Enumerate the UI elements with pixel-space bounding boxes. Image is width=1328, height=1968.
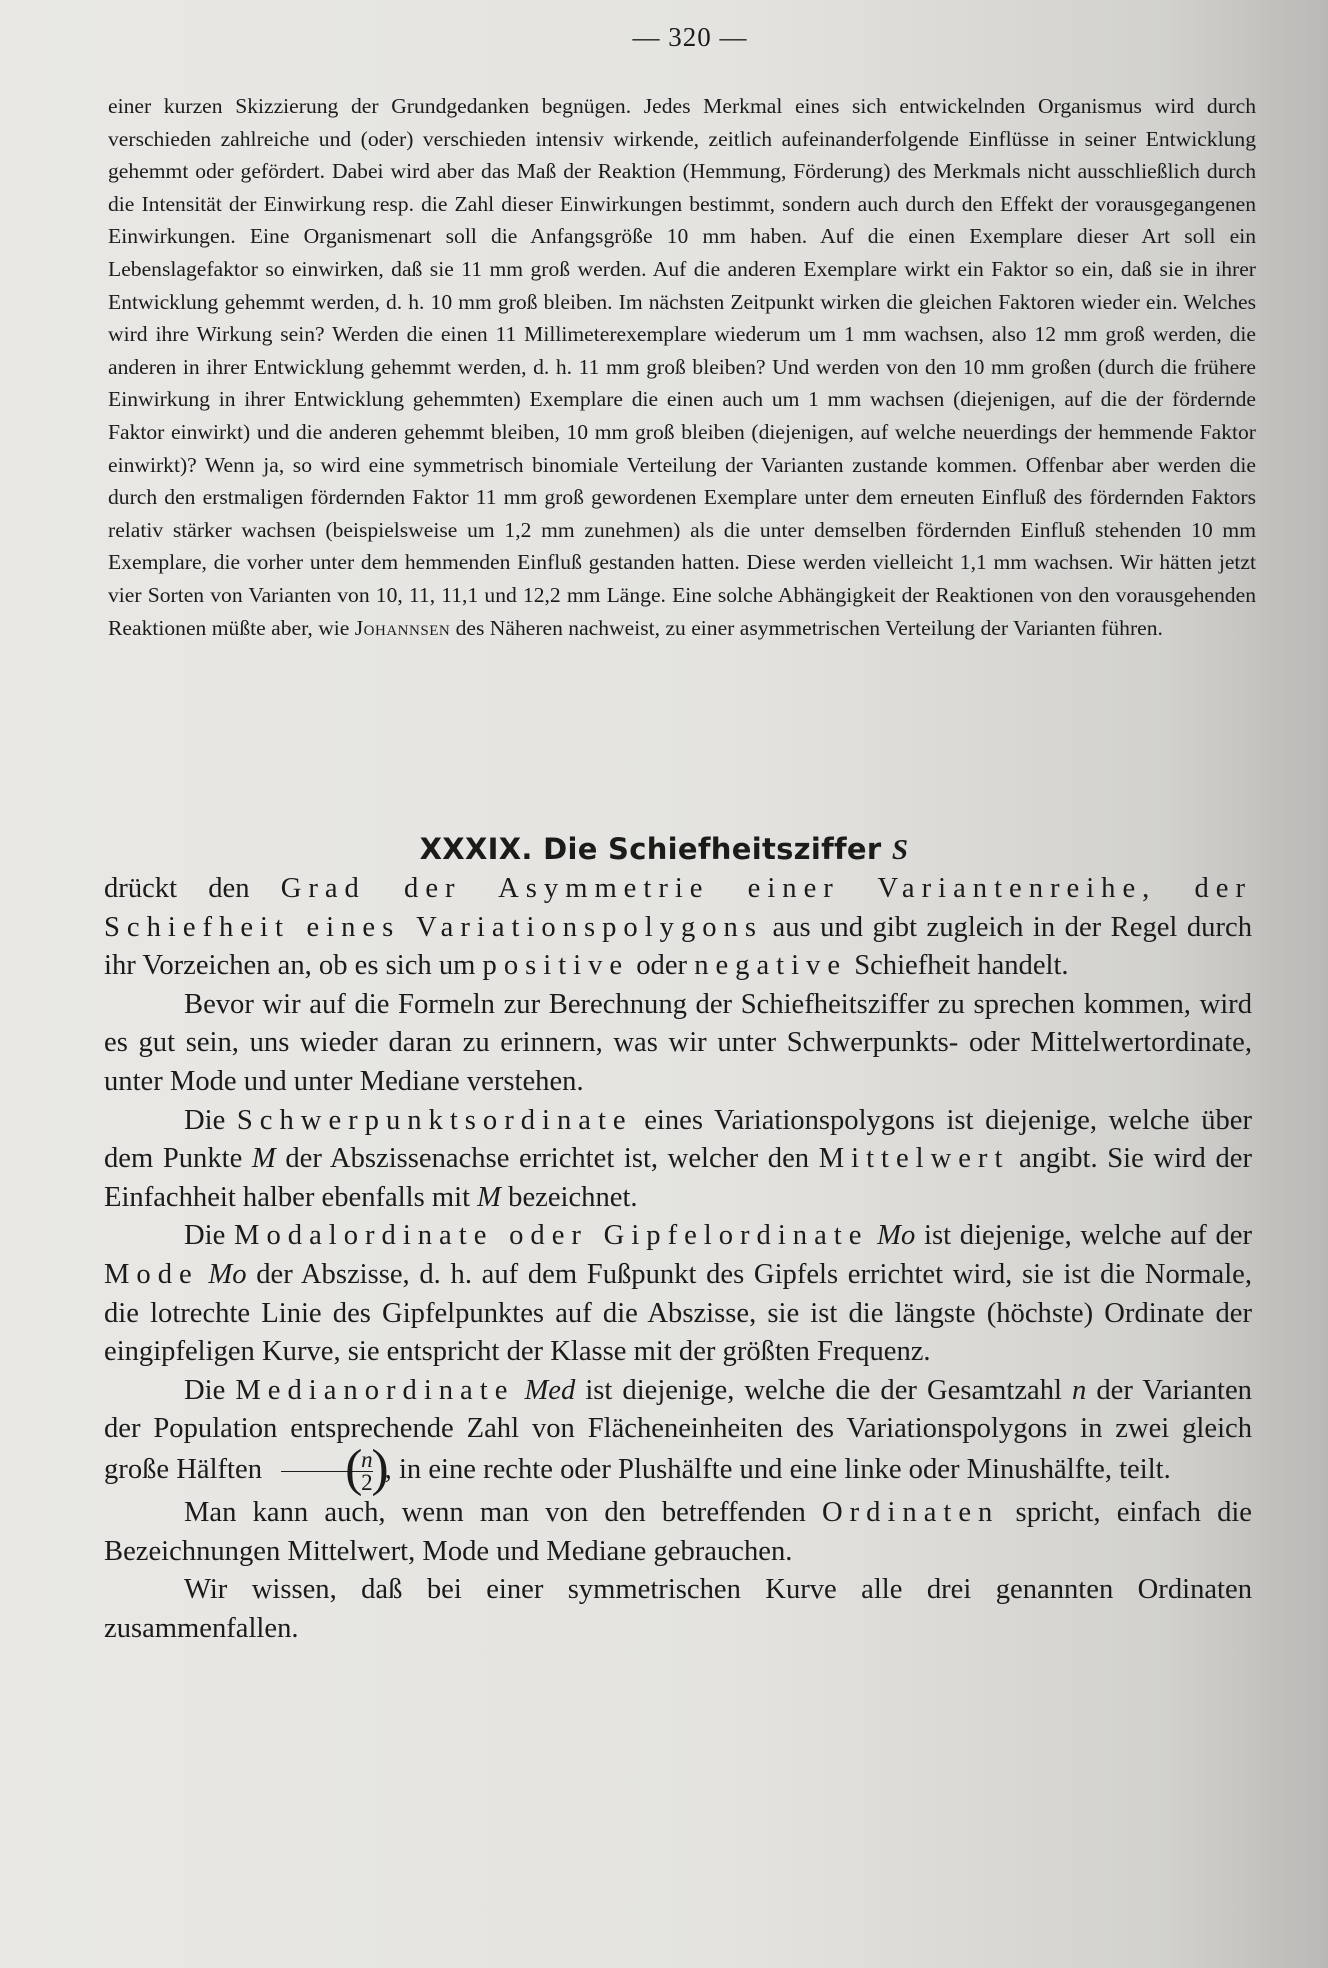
text-run: oder	[629, 950, 695, 982]
spaced-emphasis: negative	[694, 950, 848, 982]
intro-text-part: einer kurzen Skizzierung der Grundgedanken begnügen. Jedes Merkmal eines sich entwickelnden Organismus wird durch verschieden zahlreiche und (oder) verschieden intensiv wirkende, zeitlich aufeinanderfolgende Einflüsse in seiner Entwicklung gehemmt oder gefördert. Dabei wird aber das Maß der Reaktion (Hemmung, Förderung) des Merkmals nicht ausschließlich durch die Intensität der Einwirkung resp. die Zahl dieser Einwirkungen bestimmt, sondern auch durch den Effekt der vorausgegangenen Einwirkungen. Eine Organismenart soll die Anfangsgröße 10 mm haben. Auf die einen Exemplare dieser Art soll ein Lebenslagefaktor so einwirken, daß sie 11 mm groß werden. Auf die anderen Exemplare wirkt ein Faktor so ein, daß sie in ihrer Entwicklung gehemmt werden, d. h. 10 mm groß bleiben. Im nächsten Zeitpunkt wirken die gleichen Faktoren wieder ein. Welches wird ihre Wirkung sein? Werden die einen 11 Millimeterexemplare wiederum um 1 mm wachsen, also 12 mm groß werden, die anderen in ihrer Entwicklung gehemmt werden, d. h. 11 mm groß bleiben? Und werden von den 10 mm großen (durch die frühere Einwirkung in ihrer Entwicklung gehemmten) Exemplare die einen auch um 1 mm wachsen (diejenigen, auf die der fördernde Faktor einwirkt) und die anderen gehemmt bleiben, 10 mm groß bleiben (diejenigen, auf welche neuerdings der hemmende Faktor einwirkt)? Wenn ja, so wird eine symmetrisch binomiale Verteilung der Varianten zustande kommen. Offenbar aber werden die durch den erstmaligen fördernden Faktor 11 mm groß gewordenen Exemplare unter dem erneuten Einfluß des fördernden Faktors relativ stärker wachsen (beispielsweise um 1,2 mm zunehmen) als die unter demselben fördernden Einfluß stehenden 10 mm Exemplare, die vorher unter dem hemmenden Einfluß gestanden hatten. Diese werden vielleicht 1,1 mm wachsen. Wir hätten jetzt vier Sorten von Varianten von 10, 11, 11,1 und 12,2 mm Länge. Eine solche Abhängigkeit der Reaktionen von den vorausgehenden Reaktionen müßte aber, wie	[108, 94, 1256, 640]
text-run: , in eine rechte oder Plushälfte und eine linke oder Minushälfte, teilt.	[384, 1453, 1171, 1485]
math-symbol: n	[1072, 1374, 1087, 1406]
text-run: der Varianten der Population entsprechende Zahl von Flächeneinheiten des Variationspolygons in zwei gleich große Hälften	[104, 1374, 1252, 1485]
text-run: der Abszisse, d. h. auf dem Fußpunkt des Gipfels errichtet wird, sie ist die Normale, die lotrechte Linie des Gipfelpunktes auf die Abszisse, sie ist die längste (höchste) Ordinate der eingipfeligen Kurve, sie entspricht der Klasse mit der größten Frequenz.	[104, 1258, 1252, 1368]
paragraph: Bevor wir auf die Formeln zur Berechnung der Schiefheitsziffer zu sprechen kommen, wird es gut sein, uns wieder daran zu erinnern, was wir unter Schwerpunkts- oder Mittelwertordinate, unter Mode und unter Mediane verstehen.	[104, 988, 1252, 1097]
intro-paragraph	[108, 90, 1256, 644]
section-heading-symbol: S	[891, 834, 909, 866]
paragraph-modal	[104, 1217, 1252, 1371]
math-symbol: M	[251, 1143, 276, 1175]
page-number: — 320 —	[632, 22, 748, 52]
intro-text-part: des Näheren nachweist, zu einer asymmetrischen Verteilung der Varianten führen.	[450, 615, 1163, 640]
section-heading	[0, 832, 1328, 867]
text-run: Die	[184, 1104, 237, 1136]
math-symbol: Med	[524, 1374, 576, 1406]
text-run: Die	[184, 1220, 235, 1252]
text-run: Schiefheit handelt.	[847, 950, 1069, 982]
fraction-numerator: ( n	[281, 1449, 373, 1472]
text-run: drückt den	[104, 873, 281, 904]
text-run: Man kann auch, wenn man von den betreffenden	[184, 1496, 823, 1528]
spaced-emphasis: Mittelwert	[818, 1143, 1010, 1175]
paragraph-ordinaten	[104, 1494, 1252, 1571]
spaced-emphasis: Ordinaten	[822, 1496, 1000, 1528]
text-run: ist diejenige, welche die der Gesamtzahl	[575, 1374, 1073, 1406]
text-run: bezeichnet.	[501, 1181, 638, 1213]
text-run: Die	[184, 1374, 236, 1406]
spaced-emphasis: Grad der Asymmetrie einer Variantenreihe, der Schiefheit eines Variationspolygons	[104, 873, 1252, 943]
math-symbol: Mo	[208, 1258, 247, 1290]
spaced-emphasis: Schwerpunktsordinate	[236, 1104, 633, 1136]
section-heading-text: XXXIX. Die Schiefheitsziffer	[419, 832, 882, 866]
text-run: eines Variationspolygons ist diejenige, welche über dem Punkte	[104, 1104, 1253, 1175]
intro-text	[108, 90, 1256, 644]
spaced-emphasis: Mode	[104, 1258, 199, 1290]
spaced-emphasis: Modalordinate oder Gipfelordinate	[234, 1220, 869, 1252]
spaced-emphasis: Medianordinate	[235, 1374, 515, 1406]
paragraph-median	[104, 1372, 1252, 1494]
section-body	[104, 870, 1252, 1648]
text-run: ist diejenige, welche auf der	[915, 1220, 1252, 1252]
text-run: angibt. Sie wird der Einfachheit halber ebenfalls mit	[104, 1143, 1252, 1213]
definition-paragraph	[104, 870, 1252, 986]
text-run: der Abszissenachse errichtet ist, welcher den	[275, 1143, 819, 1175]
fraction-denominator: 2	[361, 1469, 373, 1495]
author-name: Johannsen	[354, 615, 451, 640]
text-run	[868, 1220, 877, 1251]
math-symbol: Mo	[877, 1220, 916, 1252]
math-symbol: M	[477, 1181, 501, 1213]
text-run: spricht, einfach die Bezeichnungen Mittelwert, Mode und Mediane gebrauchen.	[104, 1496, 1253, 1567]
text-run	[199, 1259, 209, 1290]
text-run	[514, 1375, 524, 1406]
paragraph-schwerpunkt	[104, 1102, 1252, 1218]
fraction-n-over-2	[271, 1446, 383, 1495]
spaced-emphasis: positive	[482, 950, 630, 982]
paragraph-closing: Wir wissen, daß bei einer symmetrischen Kurve alle drei genannten Ordinaten zusammenfallen.	[104, 1574, 1252, 1644]
text-run: aus und gibt zugleich in der Regel durch ihr Vorzeichen an, ob es sich um	[104, 911, 1252, 982]
